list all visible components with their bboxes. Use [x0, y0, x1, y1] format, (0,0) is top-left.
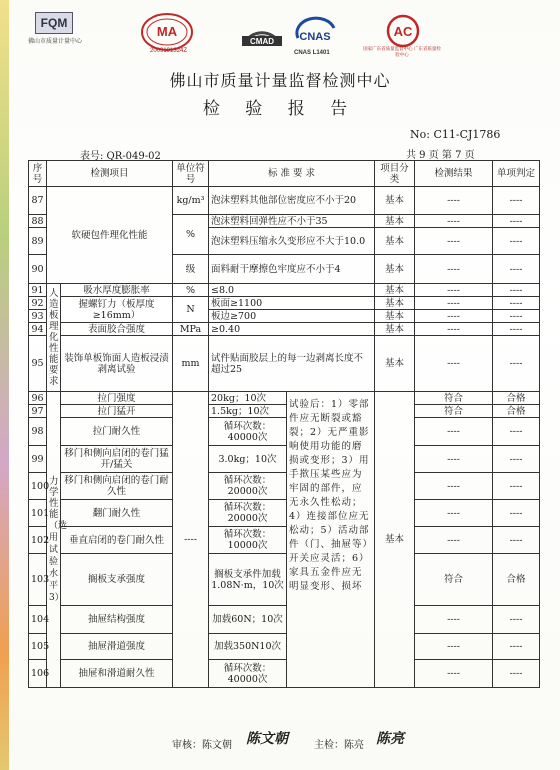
judge-cell: ----	[493, 228, 540, 255]
item-cell: 握螺钉力（板厚度≥16mm）	[61, 297, 173, 323]
col-judge: 单项判定	[493, 161, 540, 187]
result-cell: ----	[415, 336, 493, 392]
result-cell: ----	[415, 228, 493, 255]
judge-cell: ----	[493, 215, 540, 228]
table-row	[29, 473, 540, 500]
row-number: 92	[29, 297, 47, 310]
item-cell: 移门和侧向启闭的卷门耐久性	[61, 473, 173, 500]
row-number: 87	[29, 187, 47, 215]
result-cell: ----	[415, 527, 493, 554]
row-number: 103	[29, 554, 47, 606]
judge-cell: ----	[493, 527, 540, 554]
inspector-signature: 陈亮	[376, 731, 404, 747]
judge-cell: ----	[493, 310, 540, 323]
unit-cell: mm	[173, 336, 209, 392]
unit-cell: MPa	[173, 323, 209, 336]
unit-cell: 级	[173, 255, 209, 284]
col-item: 检测项目	[47, 161, 173, 187]
class-cell: 基本	[375, 392, 415, 688]
requirement-cell: 3.0kg；10次	[209, 446, 287, 473]
fqm-caption: 佛山市质量计量中心	[28, 39, 83, 45]
requirement-cell: 加载60N；10次	[209, 606, 287, 634]
report-title: 检 验 报 告	[202, 99, 358, 119]
judge-cell: ----	[493, 323, 540, 336]
requirement-cell: ≥0.40	[209, 323, 375, 336]
item-cell: 拉门耐久性	[61, 418, 173, 446]
result-cell: ----	[415, 255, 493, 284]
cnas-caption: CNAS L1401	[294, 50, 330, 56]
cma-number: 2009191324Z	[150, 48, 188, 54]
judge-cell: ----	[493, 187, 540, 215]
table-row	[29, 284, 540, 297]
organization-name: 佛山市质量计量监督检测中心	[169, 71, 391, 90]
requirement-cell: 试件贴面胶层上的每一边剥离长度不超过25	[209, 336, 375, 392]
class-cell: 基本	[375, 255, 415, 284]
requirement-cell: 循环次数：40000次	[209, 660, 287, 688]
judge-cell: ----	[493, 500, 540, 527]
result-cell: ----	[415, 660, 493, 688]
report-number: No: C11-CJ1786	[410, 128, 501, 141]
group-mechanical-note: （选用试验水平3）	[49, 520, 68, 603]
ac-caption: 国家广东省质量监督中心 广东省质量检验中心	[363, 46, 441, 57]
judge-cell: 合格	[493, 405, 540, 418]
judge-cell: ----	[493, 284, 540, 297]
table-row	[29, 418, 540, 446]
requirement-cell: 1.5kg；10次	[209, 405, 287, 418]
table-row	[29, 323, 540, 336]
requirement-cell: 泡沫塑料压缩永久变形应不大于10.0	[209, 228, 375, 255]
group-board: 人造板理化性能要求	[47, 284, 61, 392]
result-cell: ----	[415, 187, 493, 215]
requirement-cell: 20kg；10次	[209, 392, 287, 405]
requirement-cell: 泡沫塑料其他部位密度应不小于20	[209, 187, 375, 215]
class-cell: 基本	[375, 284, 415, 297]
requirement-cell: 循环次数：20000次	[209, 473, 287, 500]
class-cell: 基本	[375, 228, 415, 255]
reviewer-signature: 陈文朝	[246, 731, 288, 747]
cmad-text: CMAD	[250, 37, 274, 46]
row-number: 89	[29, 228, 47, 255]
cnas-logo-icon	[290, 16, 340, 50]
group-soft-pack: 软硬包件理化性能	[47, 187, 173, 284]
result-cell: ----	[415, 446, 493, 473]
result-cell: 符合	[415, 554, 493, 606]
table-row	[29, 336, 540, 392]
row-number: 96	[29, 392, 47, 405]
unit-cell: %	[173, 284, 209, 297]
judge-cell: ----	[493, 446, 540, 473]
row-number: 95	[29, 336, 47, 392]
cma-seal-icon	[140, 12, 194, 52]
table-row	[29, 392, 540, 405]
item-cell: 拉门猛开	[61, 405, 173, 418]
table-row	[29, 446, 540, 473]
requirement-cell: 循环次数：40000次	[209, 418, 287, 446]
table-row	[29, 297, 540, 310]
item-cell: 移门和侧向启闭的卷门猛开/猛关	[61, 446, 173, 473]
page-info: 共 9 页 第 7 页	[406, 150, 475, 161]
table-row	[29, 405, 540, 418]
unit-cell: ----	[173, 392, 209, 688]
row-number: 98	[29, 418, 47, 446]
item-cell: 装饰单板饰面人造板浸渍剥离试验	[61, 336, 173, 392]
row-number: 94	[29, 323, 47, 336]
inspector-label: 主检：陈亮	[314, 740, 364, 751]
item-cell: 表面胶合强度	[61, 323, 173, 336]
item-cell: 搁板支承强度	[61, 554, 173, 606]
item-cell: 垂直启闭的卷门耐久性	[61, 527, 173, 554]
table-header	[29, 161, 540, 187]
class-cell: 基本	[375, 187, 415, 215]
svg-text:AC: AC	[393, 24, 413, 39]
row-number: 97	[29, 405, 47, 418]
unit-cell: %	[173, 215, 209, 255]
requirement-cell: 板边≥700	[209, 310, 375, 323]
result-cell: ----	[415, 284, 493, 297]
item-cell: 翻门耐久性	[61, 500, 173, 527]
result-cell: ----	[415, 297, 493, 310]
row-number: 100	[29, 473, 47, 500]
judge-cell: ----	[493, 660, 540, 688]
row-number: 90	[29, 255, 47, 284]
result-cell: ----	[415, 418, 493, 446]
table-row	[29, 554, 540, 606]
result-cell: ----	[415, 215, 493, 228]
item-cell: 吸水厚度膨胀率	[61, 284, 173, 297]
result-cell: ----	[415, 606, 493, 634]
ac-logo-icon	[384, 14, 422, 48]
requirement-cell: 循环次数：10000次	[209, 527, 287, 554]
result-cell: ----	[415, 310, 493, 323]
class-cell: 基本	[375, 297, 415, 310]
class-cell: 基本	[375, 310, 415, 323]
col-unit: 单位符号	[173, 161, 209, 187]
table-row	[29, 660, 540, 688]
class-cell: 基本	[375, 336, 415, 392]
table-row	[29, 527, 540, 554]
row-number: 102	[29, 527, 47, 554]
judge-cell: 合格	[493, 554, 540, 606]
result-cell: ----	[415, 473, 493, 500]
cma-text: MA	[156, 24, 178, 39]
row-number: 93	[29, 310, 47, 323]
result-cell: 符合	[415, 405, 493, 418]
item-cell: 抽屉滑道强度	[61, 634, 173, 660]
cmad-logo-icon	[238, 14, 286, 50]
unit-cell: N	[173, 297, 209, 323]
result-cell: ----	[415, 500, 493, 527]
class-cell: 基本	[375, 215, 415, 228]
row-number: 104	[29, 606, 47, 634]
result-cell: 符合	[415, 392, 493, 405]
requirement-cell: 循环次数：20000次	[209, 500, 287, 527]
row-number: 91	[29, 284, 47, 297]
group-mechanical-label: 力学性能	[49, 475, 59, 520]
fqm-logo: FQM	[35, 12, 73, 34]
requirement-cell: ≤8.0	[209, 284, 375, 297]
row-number: 99	[29, 446, 47, 473]
col-class: 项目分类	[375, 161, 415, 187]
requirement-cell: 搁板支承件加载1.08N·m，10次	[209, 554, 287, 606]
judge-cell: ----	[493, 297, 540, 310]
row-number: 101	[29, 500, 47, 527]
inspection-table	[28, 160, 540, 688]
requirement-cell: 面料耐干摩擦色牢度应不小于4	[209, 255, 375, 284]
col-no: 序号	[29, 161, 47, 187]
table-row	[29, 634, 540, 660]
requirement-cell: 泡沫塑料回弹性应不小于35	[209, 215, 375, 228]
unit-cell: kg/m³	[173, 187, 209, 215]
judge-cell: ----	[493, 634, 540, 660]
result-cell: ----	[415, 323, 493, 336]
class-cell: 基本	[375, 323, 415, 336]
judge-cell: ----	[493, 418, 540, 446]
col-result: 检测结果	[415, 161, 493, 187]
judge-cell: ----	[493, 336, 540, 392]
test-note: 试验后：1）零部件应无断裂或豁裂；2）无严重影响使用功能的磨损或变形；3）用手揿压某些应为牢固的部件，应无永久性松动；4）连接部位应无松动；5）活动部件（门、抽屉等）开关应灵活；6）家具五金件应无明显变形、损坏	[287, 392, 375, 688]
judge-cell: ----	[493, 606, 540, 634]
table-row	[29, 606, 540, 634]
item-cell: 拉门强度	[61, 392, 173, 405]
reviewer-label: 审核：陈文朝	[172, 740, 232, 751]
row-number: 105	[29, 634, 47, 660]
row-number: 106	[29, 660, 47, 688]
judge-cell: ----	[493, 473, 540, 500]
table-row	[29, 187, 540, 215]
col-requirement: 标 准 要 求	[209, 161, 375, 187]
judge-cell: ----	[493, 255, 540, 284]
result-cell: ----	[415, 634, 493, 660]
item-cell: 抽屉和滑道耐久性	[61, 660, 173, 688]
item-cell: 抽屉结构强度	[61, 606, 173, 634]
cnas-text: CNAS	[299, 31, 331, 43]
requirement-cell: 加载350N10次	[209, 634, 287, 660]
form-number: 表号: QR-049-02	[80, 151, 161, 162]
row-number: 88	[29, 215, 47, 228]
requirement-cell: 板面≥1100	[209, 297, 375, 310]
judge-cell: 合格	[493, 392, 540, 405]
table-row	[29, 500, 540, 527]
